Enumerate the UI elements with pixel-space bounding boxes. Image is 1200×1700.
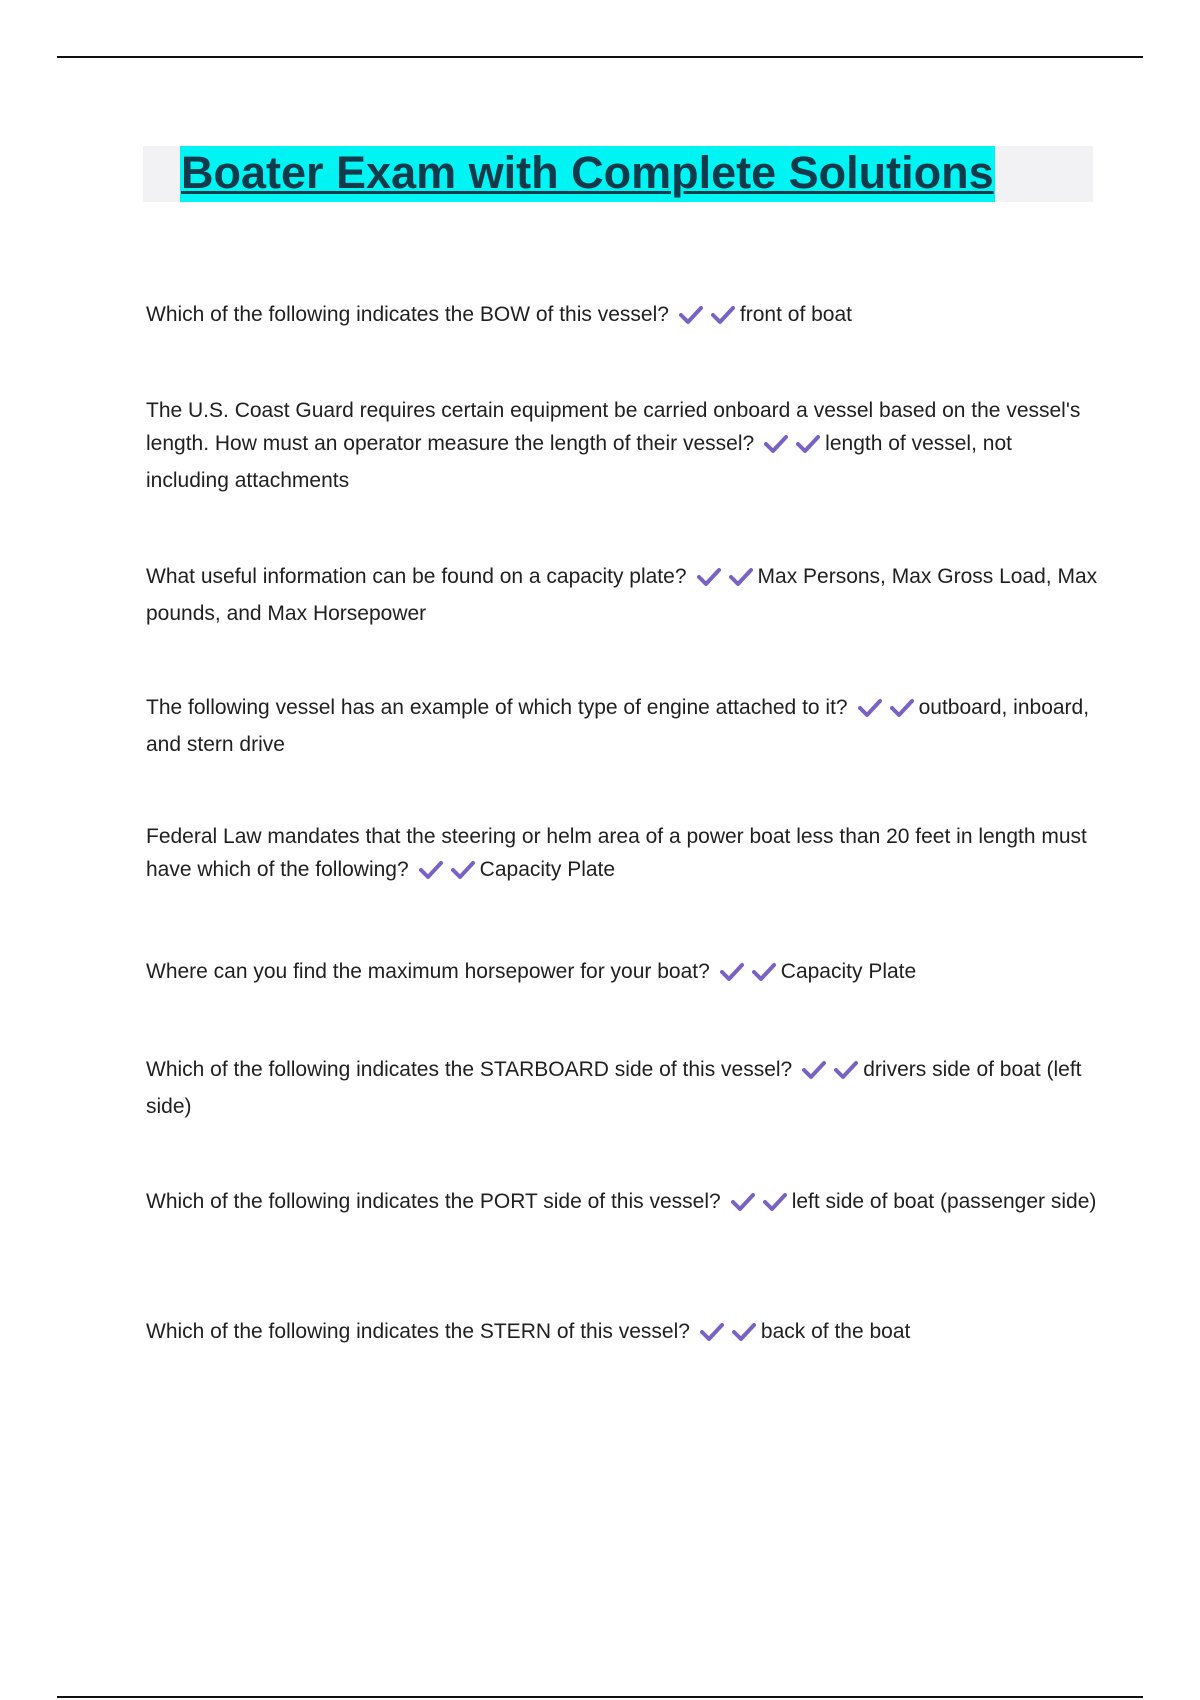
check-mark-icon	[752, 962, 776, 982]
check-mark-icon	[802, 1060, 826, 1080]
qa-item	[146, 955, 1098, 992]
answer-text: back of the boat	[760, 1320, 911, 1343]
check-mark-icon	[729, 567, 753, 587]
check-mark-icon	[720, 962, 744, 982]
qa-item	[146, 394, 1098, 497]
check-mark-icon	[700, 1322, 724, 1342]
double-check-mark-icon	[764, 431, 820, 464]
answer-text: Capacity Plate	[479, 858, 616, 881]
check-mark-icon	[763, 1192, 787, 1212]
answer-text: length of vessel, not including attachments	[146, 432, 1012, 492]
answer-text: Capacity Plate	[780, 960, 917, 983]
answer-text: left side of boat (passenger side)	[791, 1190, 1097, 1213]
qa-item	[146, 298, 1098, 335]
answer-text: Max Persons, Max Gross Load, Max pounds, and Max Horsepower	[146, 565, 1098, 625]
answer-text: outboard, inboard, and stern drive	[146, 696, 1090, 756]
check-mark-icon	[419, 860, 443, 880]
question-text: Which of the following indicates the STERN of this vessel?	[146, 1320, 690, 1343]
question-text: Where can you find the maximum horsepower for your boat?	[146, 960, 710, 983]
qa-item	[146, 1315, 1098, 1352]
question-text: What useful information can be found on a capacity plate?	[146, 565, 687, 588]
qa-item	[146, 1185, 1098, 1222]
check-mark-icon	[834, 1060, 858, 1080]
double-check-mark-icon	[720, 959, 776, 992]
double-check-mark-icon	[700, 1319, 756, 1352]
bottom-rule	[57, 1696, 1143, 1698]
answer-text: front of boat	[739, 303, 852, 326]
double-check-mark-icon	[731, 1189, 787, 1222]
double-check-mark-icon	[679, 302, 735, 335]
question-text: Which of the following indicates the PORT side of this vessel?	[146, 1190, 721, 1213]
check-mark-icon	[764, 434, 788, 454]
check-mark-icon	[796, 434, 820, 454]
check-mark-icon	[451, 860, 475, 880]
double-check-mark-icon	[419, 857, 475, 890]
double-check-mark-icon	[697, 564, 753, 597]
check-mark-icon	[679, 305, 703, 325]
check-mark-icon	[711, 305, 735, 325]
check-mark-icon	[732, 1322, 756, 1342]
double-check-mark-icon	[858, 695, 914, 728]
question-text: The U.S. Coast Guard requires certain equipment be carried onboard a vessel based on the vessel's length. How must an operator measure the length of their vessel?	[146, 399, 1081, 455]
qa-item	[146, 1053, 1098, 1123]
question-text: Federal Law mandates that the steering or helm area of a power boat less than 20 feet in length must have which of the following?	[146, 825, 1087, 881]
double-check-mark-icon	[802, 1057, 858, 1090]
qa-item	[146, 691, 1098, 761]
question-text: Which of the following indicates the BOW of this vessel?	[146, 303, 669, 326]
check-mark-icon	[697, 567, 721, 587]
qa-item	[146, 820, 1098, 890]
top-rule	[57, 56, 1143, 58]
question-text: Which of the following indicates the STARBOARD side of this vessel?	[146, 1058, 793, 1081]
check-mark-icon	[858, 698, 882, 718]
check-mark-icon	[731, 1192, 755, 1212]
question-text: The following vessel has an example of which type of engine attached to it?	[146, 696, 848, 719]
page-title: Boater Exam with Complete Solutions	[180, 146, 995, 202]
qa-item	[146, 560, 1098, 630]
answer-text: drivers side of boat (left side)	[146, 1058, 1082, 1118]
check-mark-icon	[890, 698, 914, 718]
